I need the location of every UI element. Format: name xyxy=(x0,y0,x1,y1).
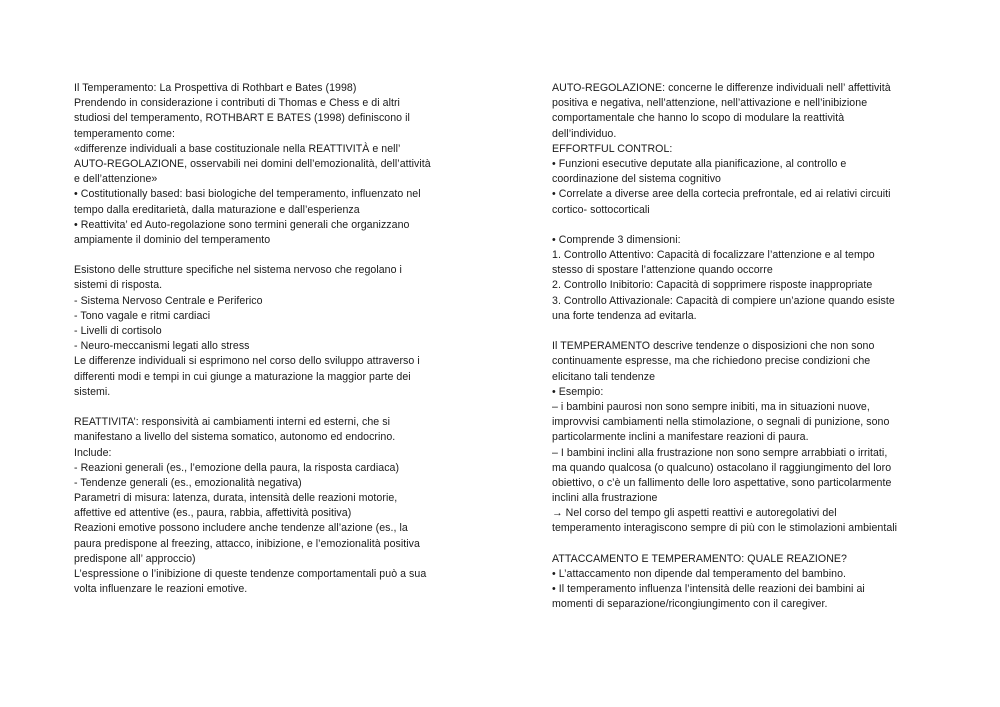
text-line: paura predispone al freezing, attacco, inibizione, e l’emozionalità positiva xyxy=(74,537,420,550)
text-line: temperamento come: xyxy=(74,127,175,140)
text-line: • Correlate a diverse aree della cortecia prefrontale, ed ai relativi circuiti xyxy=(552,188,891,201)
text-line: ma quando qualcosa (o qualcuno) ostacolano il raggiungimento del loro xyxy=(552,461,892,474)
text-line xyxy=(552,218,942,233)
text-line: obiettivo, o c’è un fallimento delle loro aspettative, sono particolarmente xyxy=(552,476,892,489)
text-line: EFFORTFUL CONTROL: xyxy=(552,142,673,155)
text-line: sistemi. xyxy=(74,385,111,398)
text-line: una forte tendenza ad evitarla. xyxy=(552,309,697,322)
text-line: • L’attaccamento non dipende dal temperamento del bambino. xyxy=(552,568,847,580)
text-line: 1. Controllo Attentivo: Capacità di focalizzare l’attenzione e al tempo xyxy=(552,249,875,262)
text-line xyxy=(74,248,464,263)
text-line: sistemi di risposta. xyxy=(74,279,163,292)
text-line: Il TEMPERAMENTO descrive tendenze o disposizioni che non sono xyxy=(552,340,875,353)
text-line: • Esempio: xyxy=(552,385,604,398)
text-line: Prendendo in considerazione i contributi di Thomas e Chess e di altri xyxy=(74,97,400,110)
text-line: – i bambini paurosi non sono sempre inibiti, ma in situazioni nuove, xyxy=(552,400,870,413)
text-line: improvvisi cambiamenti nella stimolazione, o segnali di punizione, sono xyxy=(552,416,890,429)
text-line xyxy=(74,400,464,415)
text-line: predispone all’ approccio) xyxy=(74,552,196,565)
text-line: → Nel corso del tempo gli aspetti reattivi e autoregolativi del xyxy=(552,507,837,520)
text-line: temperamento interagiscono sempre di più con le stimolazioni ambientali xyxy=(552,522,898,535)
text-line: stesso di spostare l’attenzione quando occorre xyxy=(552,264,773,277)
text-line: particolarmente inclini a manifestare reazioni di paura. xyxy=(552,431,809,444)
text-line: L’espressione o l’inibizione di queste tendenze comportamentali può a sua xyxy=(74,568,427,580)
text-line: • Costitutionally based: basi biologiche del temperamento, influenzato nel xyxy=(74,188,421,201)
text-line: comportamentale che hanno lo scopo di modulare la reattività xyxy=(552,112,845,125)
text-line: • Comprende 3 dimensioni: xyxy=(552,233,681,246)
text-line: e dell’attenzione» xyxy=(74,173,158,186)
text-line: positiva e negativa, nell’attenzione, nell’attivazione e nell’inibizione xyxy=(552,97,868,110)
text-line: dell’individuo. xyxy=(552,127,617,140)
text-line: - Tono vagale e ritmi cardiaci xyxy=(74,309,211,322)
text-line: affettive ed attentive (es., paura, rabbia, affettività positiva) xyxy=(74,507,352,520)
text-line: 2. Controllo Inibitorio: Capacità di sopprimere risposte inappropriate xyxy=(552,279,873,292)
text-line: - Tendenze generali (es., emozionalità negativa) xyxy=(74,476,302,489)
text-line: Include: xyxy=(74,446,112,459)
text-line: inclini alla frustrazione xyxy=(552,492,658,505)
text-line: Esistono delle strutture specifiche nel sistema nervoso che regolano i xyxy=(74,264,402,277)
text-line: coordinazione del sistema cognitivo xyxy=(552,173,721,186)
text-line: Parametri di misura: latenza, durata, intensità delle reazioni motorie, xyxy=(74,492,398,505)
text-line xyxy=(552,537,942,552)
text-line: - Sistema Nervoso Centrale e Periferico xyxy=(74,294,263,307)
text-line: volta influenzare le reazioni emotive. xyxy=(74,583,248,596)
text-line: Le differenze individuali si esprimono nel corso dello sviluppo attraverso i xyxy=(74,355,420,368)
text-line: – I bambini inclini alla frustrazione non sono sempre arrabbiati o irritati, xyxy=(552,446,888,459)
left-text-column xyxy=(74,81,464,597)
text-line: Reazioni emotive possono includere anche tendenze all’azione (es., la xyxy=(74,522,408,535)
text-line: continuamente espresse, ma che richiedono precise condizioni che xyxy=(552,355,871,368)
text-line: • Il temperamento influenza l’intensità delle reazioni dei bambini ai xyxy=(552,583,865,596)
text-line: - Reazioni generali (es., l’emozione della paura, la risposta cardiaca) xyxy=(74,461,400,474)
text-line xyxy=(552,324,942,339)
text-line: tempo dalla ereditarietà, dalla maturazione e dall’esperienza xyxy=(74,203,360,216)
text-line: • Funzioni esecutive deputate alla pianificazione, al controllo e xyxy=(552,157,847,170)
text-line: studiosi del temperamento, ROTHBART E BATES (1998) definiscono il xyxy=(74,112,410,125)
text-line: - Livelli di cortisolo xyxy=(74,325,162,337)
text-line: elicitano tali tendenze xyxy=(552,370,656,383)
text-line: manifestano a livello del sistema somatico, autonomo ed endocrino. xyxy=(74,431,396,444)
text-line: REATTIVITA’: responsività ai cambiamenti interni ed esterni, che si xyxy=(74,416,390,429)
text-line: Il Temperamento: La Prospettiva di Rothbart e Bates (1998) xyxy=(74,82,357,94)
text-line: differenti modi e tempi in cui giunge a maturazione la maggior parte dei xyxy=(74,370,411,383)
text-line: ATTACCAMENTO E TEMPERAMENTO: QUALE REAZIONE? xyxy=(552,552,847,565)
text-line: - Neuro-meccanismi legati allo stress xyxy=(74,340,250,353)
text-line: AUTO-REGOLAZIONE, osservabili nei domini dell’emozionalità, dell’attività xyxy=(74,157,431,170)
text-line: AUTO-REGOLAZIONE: concerne le differenze individuali nell’ affettività xyxy=(552,82,891,94)
text-line: • Reattivita’ ed Auto-regolazione sono termini generali che organizzano xyxy=(74,218,410,231)
text-line: ampiamente il dominio del temperamento xyxy=(74,233,271,246)
text-line: momenti di separazione/ricongiungimento con il caregiver. xyxy=(552,598,828,611)
text-line: cortico- sottocorticali xyxy=(552,203,650,216)
text-line: «differenze individuali a base costituzionale nella REATTIVITÀ e nell’ xyxy=(74,142,401,155)
right-text-column xyxy=(552,81,942,613)
text-line: 3. Controllo Attivazionale: Capacità di compiere un’azione quando esiste xyxy=(552,294,895,307)
